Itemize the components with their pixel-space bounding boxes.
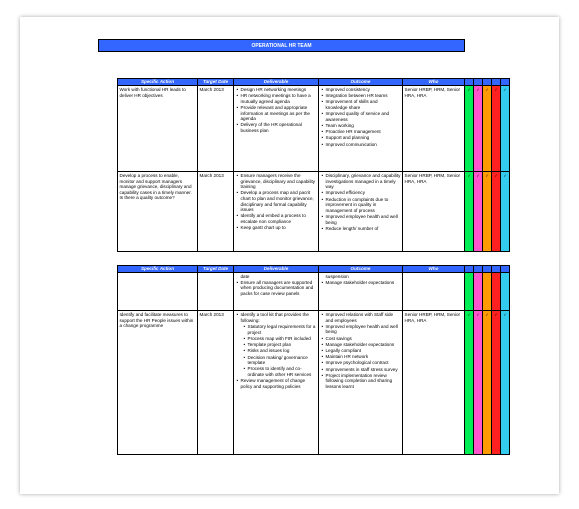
rating-cell-pink <box>474 273 483 311</box>
header-outcome: Outcome <box>319 266 403 273</box>
rating-cell-red <box>492 311 501 455</box>
list-item: • HR networking meetings to have a mutually agreed agenda <box>241 93 317 104</box>
header-target-date: Target Date <box>198 79 234 86</box>
rating-cell-orange <box>483 311 492 455</box>
outcome-cell <box>319 172 403 252</box>
table-header-row <box>118 266 510 273</box>
list-item: • Identify and embed a process to escalate non compliance <box>241 213 317 224</box>
list-item: • Improved communication <box>326 142 401 148</box>
header-specific-action: Specific Action <box>118 79 198 86</box>
outcome-list <box>321 280 401 286</box>
list-item: • Improved quality of service and awareness <box>326 111 401 122</box>
target-date-cell <box>198 273 234 311</box>
rating-cell-pink <box>474 86 483 172</box>
rating-header-orange <box>483 79 492 86</box>
outcome-cell <box>319 86 403 172</box>
list-item: • Improvements in staff stress survey <box>326 367 401 373</box>
action-plan-table-2 <box>117 265 510 455</box>
header-who: Who <box>403 266 465 273</box>
check-icon: ✓ <box>467 312 471 317</box>
list-item: • Reduction in complaints due to improvement in quality in management of process <box>326 197 401 214</box>
deliverable-cell <box>234 172 319 252</box>
table-row <box>118 311 510 455</box>
rating-cell-red <box>492 86 501 172</box>
list-item: • Improved efficiency <box>326 190 401 196</box>
outcome-list <box>321 312 401 389</box>
deliverable-list <box>236 312 317 389</box>
section-title-banner: OPERATIONAL HR TEAM <box>98 39 465 52</box>
outcome-cell <box>319 273 403 311</box>
list-item: • Review management of change policy and supporting policies <box>241 378 317 389</box>
list-item: • Legally compliant <box>326 348 401 354</box>
check-icon: ✓ <box>467 87 471 92</box>
rating-cell-green <box>465 273 474 311</box>
check-icon: ✓ <box>503 173 507 178</box>
list-item: • Disciplinary, grievance and capability investigations managed in a timely way <box>326 173 401 190</box>
table-row <box>118 172 510 252</box>
continued-text: date <box>240 274 250 279</box>
rating-cell-green <box>465 86 474 172</box>
list-item: • Improved consistency <box>326 87 401 93</box>
list-item: • Ensure all managers are supported when producing documentation and packs for case review panels <box>241 280 317 297</box>
who-cell <box>403 273 465 311</box>
list-item: • Team working <box>326 123 401 129</box>
list-item: • Statutory legal requirements for a project <box>248 324 317 335</box>
list-item: • Process map with FIR included <box>248 336 317 342</box>
list-item: • Integration between HR teams <box>326 93 401 99</box>
list-item: • Cost savings <box>326 336 401 342</box>
who-cell: Senior HRBP, HRM, Senior HRA, HRA <box>403 172 465 252</box>
rating-cell-cyan <box>501 273 510 311</box>
check-icon: ✓ <box>476 312 480 317</box>
list-item: • Maintain HR network <box>326 354 401 360</box>
deliverable-intro: Identify a tool kit that provides the following: <box>240 312 309 323</box>
header-outcome: Outcome <box>319 79 403 86</box>
list-item: • Delivery of the HR operational business plan <box>241 122 317 133</box>
check-icon: ✓ <box>476 173 480 178</box>
list-item: • Develop a process map and pacrit chart to plan and monitor grievance, disciplinary and formal capability issues <box>241 190 317 212</box>
list-item <box>241 312 317 378</box>
list-item: • Ensure managers receive the grievance, disciplinary and capability training <box>241 173 317 190</box>
continued-text: suspension <box>325 274 349 279</box>
list-item: • Risks and issues log <box>248 348 317 354</box>
list-item: • Improved employee health and well being <box>326 324 401 335</box>
list-item: • Keep gantt chart up to <box>241 225 317 231</box>
table-header-row <box>118 79 510 86</box>
action-cell: Work with functional HR leads to deliver HR objectives <box>118 86 198 172</box>
header-deliverable: Deliverable <box>234 79 319 86</box>
check-icon: ✓ <box>503 87 507 92</box>
list-item: • Reduce length/ number of <box>326 226 401 232</box>
list-item: • Support and planning <box>326 135 401 141</box>
list-item: • Design HR networking meetings <box>241 87 317 93</box>
deliverable-cell <box>234 273 319 311</box>
deliverable-cell <box>234 311 319 455</box>
action-cell: Develop a process to enable, monitor and support managers manage grievance, disciplinary and capability cases in a timely manner. Is there a quality outcome? <box>118 172 198 252</box>
rating-cell-green <box>465 311 474 455</box>
list-item: • Project implementation review following completion and sharing lessons learnt <box>326 373 401 390</box>
list-item: • Template project plan <box>248 342 317 348</box>
deliverable-sublist <box>241 324 317 377</box>
rating-header-green <box>465 79 474 86</box>
check-icon: ✓ <box>485 87 489 92</box>
list-item: • Provide relevant and appropriate information at meetings as per the agenda <box>241 105 317 122</box>
outcome-list <box>321 173 401 231</box>
rating-header-pink <box>474 266 483 273</box>
rating-cell-pink <box>474 311 483 455</box>
header-target-date: Target Date <box>198 266 234 273</box>
rating-cell-cyan <box>501 311 510 455</box>
rating-cell-pink <box>474 172 483 252</box>
action-plan-table-1 <box>117 78 510 252</box>
check-icon: ✓ <box>485 312 489 317</box>
target-date-cell: March 2013 <box>198 311 234 455</box>
target-date-cell: March 2013 <box>198 86 234 172</box>
outcome-list <box>321 87 401 147</box>
check-icon: ✓ <box>503 312 507 317</box>
rating-header-green <box>465 266 474 273</box>
check-icon: ✓ <box>494 312 498 317</box>
check-icon: ✓ <box>476 87 480 92</box>
check-icon: ✓ <box>494 173 498 178</box>
rating-header-cyan <box>501 266 510 273</box>
list-item: • Improved relations with Staff side and employees <box>326 312 401 323</box>
list-item: • Decision making/ governance template <box>248 355 317 366</box>
rating-cell-red <box>492 172 501 252</box>
list-item: • Improve psychological contract <box>326 360 401 366</box>
rating-cell-orange <box>483 86 492 172</box>
outcome-cell <box>319 311 403 455</box>
check-icon: ✓ <box>494 87 498 92</box>
header-who: Who <box>403 79 465 86</box>
action-cell <box>118 273 198 311</box>
rating-header-red <box>492 266 501 273</box>
rating-cell-cyan <box>501 172 510 252</box>
rating-cell-orange <box>483 273 492 311</box>
target-date-cell: March 2013 <box>198 172 234 252</box>
list-item: • Improvement of skills and knowledge share <box>326 99 401 110</box>
rating-cell-green <box>465 172 474 252</box>
deliverable-list <box>236 87 317 134</box>
deliverable-list <box>236 280 317 297</box>
rating-cell-orange <box>483 172 492 252</box>
list-item: • Process to identify and co-ordinate with other HR services <box>248 366 317 377</box>
action-cell: Identify and facilitate measures to support the HR People issues within a change programme <box>118 311 198 455</box>
rating-cell-cyan <box>501 86 510 172</box>
header-specific-action: Specific Action <box>118 266 198 273</box>
rating-header-orange <box>483 266 492 273</box>
header-deliverable: Deliverable <box>234 266 319 273</box>
rating-header-pink <box>474 79 483 86</box>
who-cell: Senior HRBP, HRM, Senior HRA, HRA <box>403 311 465 455</box>
list-item: • Manage stakeholder expectations <box>326 280 401 286</box>
deliverable-list <box>236 173 317 231</box>
rating-header-cyan <box>501 79 510 86</box>
who-cell: Senior HRBP, HRM, Senior HRA, HRA <box>403 86 465 172</box>
rating-cell-red <box>492 273 501 311</box>
deliverable-cell <box>234 86 319 172</box>
list-item: • Proactive HR management <box>326 129 401 135</box>
table-row <box>118 86 510 172</box>
rating-header-red <box>492 79 501 86</box>
list-item: • Improved employee health and well being <box>326 214 401 225</box>
list-item: • Manage stakeholder expectations <box>326 342 401 348</box>
table-row <box>118 273 510 311</box>
check-icon: ✓ <box>485 173 489 178</box>
check-icon: ✓ <box>467 173 471 178</box>
